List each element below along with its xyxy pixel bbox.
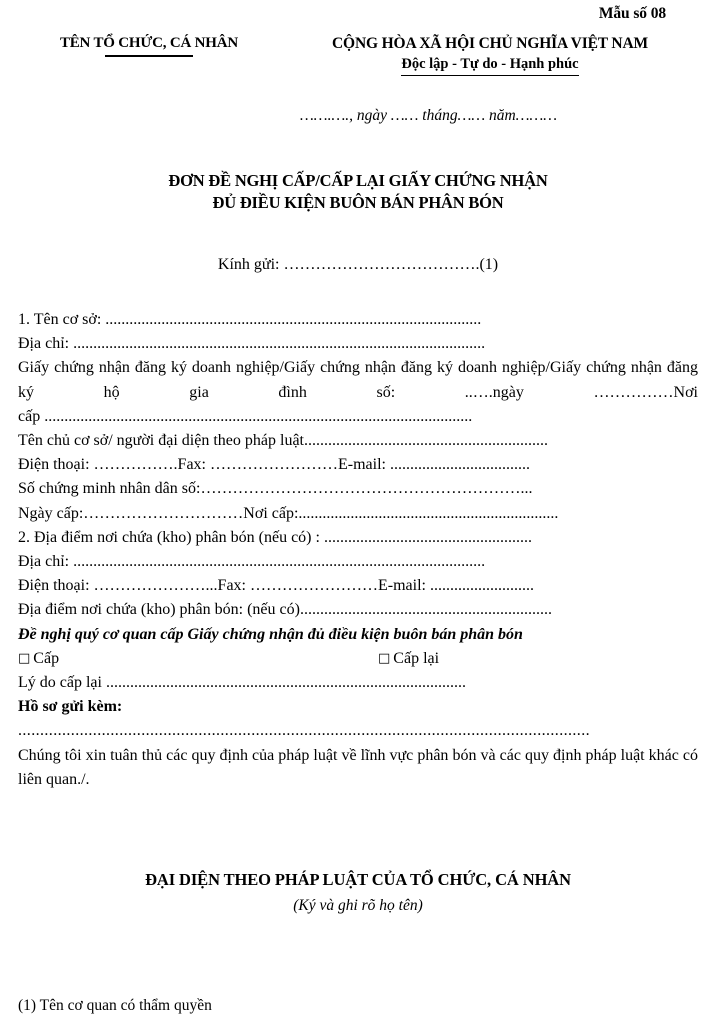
checkbox-option-new[interactable] [18,647,59,671]
document-body [18,308,698,792]
national-heading-block [274,35,706,76]
issuance-option-row [18,647,698,671]
field-issue-date-and-place[interactable]: Ngày cấp:…………………………Nơi cấp:................................................................. [18,504,559,522]
checkbox-option-reissue[interactable] [378,647,439,671]
field-name-of-establishment[interactable]: 1. Tên cơ sở: .............................................................................................. [18,311,482,328]
field-legal-representative[interactable]: Tên chủ cơ sở/ người đại diện theo pháp luật............................................................. [18,432,548,450]
date-placeholder-line: …….…., ngày …… tháng…… năm……… [300,107,558,124]
signature-title: ĐẠI DIỆN THEO PHÁP LUẬT CỦA TỔ CHỨC, CÁ NHÂN [145,870,571,889]
form-code-label: Mẫu số 08 [598,5,666,22]
footnote-1: (1) Tên cơ quan có thẩm quyền [18,997,212,1014]
national-motto: Độc lập - Tự do - Hạnh phúc [401,56,578,76]
attachments-label: Hồ sơ gửi kèm: [18,698,123,716]
request-statement: Đề nghị quý cơ quan cấp Giấy chứng nhận đủ điều kiện buôn bán phân bón [18,625,523,643]
signature-block [18,870,698,915]
signature-subtitle: (Ký và ghi rõ họ tên) [293,897,423,914]
checkbox-option-reissue-label: Cấp lại [393,649,440,667]
document-title-line-2: ĐỦ ĐIỀU KIỆN BUÔN BÁN PHÂN BÓN [212,193,504,212]
document-title [18,170,698,214]
document-title-line-1: ĐƠN ĐỀ NGHỊ CẤP/CẤP LẠI GIẤY CHỨNG NHẬN [168,171,548,190]
checkbox-option-new-label: Cấp [33,649,60,667]
document-masthead [18,35,698,95]
national-title: CỘNG HÒA XÃ HỘI CHỦ NGHĨA VIỆT NAM [332,35,648,52]
field-contact-primary[interactable]: Điện thoại: …………….Fax: ……………………E-mail: ................................... [18,456,530,474]
organization-block [24,35,274,57]
field-storage-location-secondary[interactable]: Địa điểm nơi chứa (kho) phân bón: (nếu có)............................................................... [18,601,552,619]
organization-label: TÊN TỔ CHỨC, CÁ NHÂN [59,35,239,51]
checkbox-empty-icon: □ [378,650,391,666]
field-business-registration[interactable]: Giấy chứng nhận đăng ký doanh nghiệp/Giấy chứng nhận đăng ký doanh nghiệp/Giấy chứng nhận đăng ký hộ gia đình số: ..….ngày ……………Nơi [18,359,698,401]
recipient-line: Kính gửi: ……………………………….(1) [217,256,499,273]
field-address-secondary[interactable]: Địa chỉ: ....................................................................................................... [18,553,486,571]
field-contact-secondary[interactable]: Điện thoại: …………………...Fax: ……………………E-mail: .......................... [18,577,534,595]
attachments-blank-line[interactable]: .................................................................................................................................. [18,722,590,740]
field-address-primary[interactable]: Địa chỉ: ....................................................................................................... [18,335,486,353]
organization-underline [105,55,193,57]
field-business-registration-place[interactable]: cấp ........................................................................................................... [18,407,473,425]
field-identity-card-number[interactable]: Số chứng minh nhân dân số:……………………………………………………... [18,480,533,498]
checkbox-empty-icon: □ [18,650,31,666]
commitment-paragraph: Chúng tôi xin tuân thủ các quy định của pháp luật về lĩnh vực phân bón và các quy định pháp luật khác có liên quan./. [18,746,698,788]
field-storage-location[interactable]: 2. Địa điểm nơi chứa (kho) phân bón (nếu có) : .................................................... [18,528,532,546]
field-reissue-reason[interactable]: Lý do cấp lại .......................................................................................... [18,674,466,692]
